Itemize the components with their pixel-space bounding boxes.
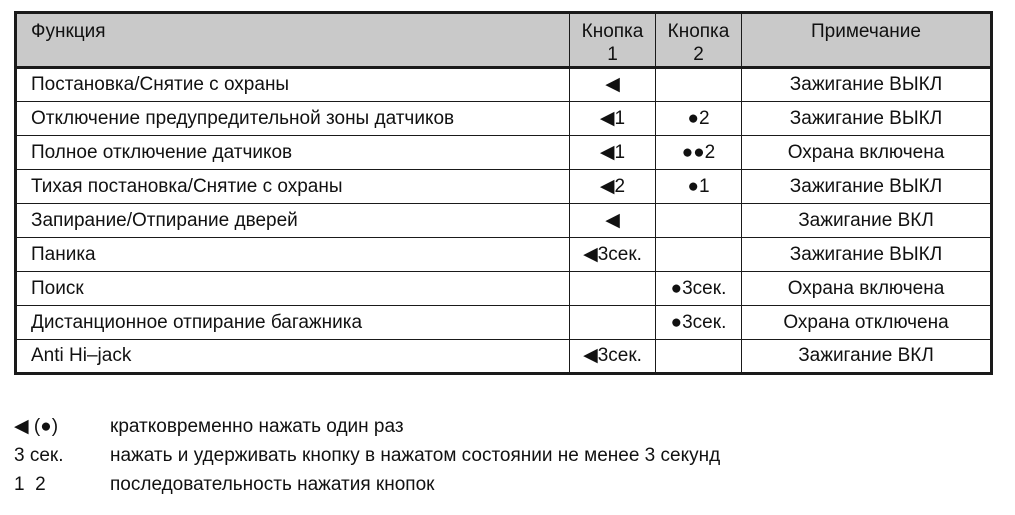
legend-text: кратковременно нажать один раз bbox=[110, 416, 404, 437]
row-function: Постановка/Снятие с охраны bbox=[16, 68, 570, 102]
legend bbox=[14, 412, 720, 499]
row-function: Поиск bbox=[16, 272, 570, 306]
legend-item bbox=[14, 412, 720, 441]
row-button-2 bbox=[656, 68, 742, 102]
row-button-1: ◀1 bbox=[570, 136, 656, 170]
row-button-2: ●2 bbox=[656, 102, 742, 136]
row-button-2: ●●2 bbox=[656, 136, 742, 170]
table-row bbox=[16, 204, 992, 238]
legend-key: 3 сек. bbox=[14, 445, 64, 466]
row-button-2: ●3сек. bbox=[656, 272, 742, 306]
row-note: Зажигание ВКЛ bbox=[742, 204, 992, 238]
table-row bbox=[16, 340, 992, 374]
row-function: Отключение предупредительной зоны датчиков bbox=[16, 102, 570, 136]
row-button-1: ◀ bbox=[570, 204, 656, 238]
table-body bbox=[16, 68, 992, 374]
legend-item bbox=[14, 441, 720, 470]
table-row bbox=[16, 238, 992, 272]
row-function: Паника bbox=[16, 238, 570, 272]
header-button-2-label: Кнопка bbox=[667, 21, 730, 42]
row-function: Anti Hi–jack bbox=[16, 340, 570, 374]
table-row bbox=[16, 68, 992, 102]
functions-table bbox=[14, 11, 993, 375]
header-note: Примечание bbox=[742, 13, 992, 68]
row-function: Запирание/Отпирание дверей bbox=[16, 204, 570, 238]
row-function: Тихая постановка/Снятие с охраны bbox=[16, 170, 570, 204]
row-button-2: ●1 bbox=[656, 170, 742, 204]
row-button-2 bbox=[656, 204, 742, 238]
row-note: Зажигание ВЫКЛ bbox=[742, 170, 992, 204]
header-button-2-number: 2 bbox=[693, 44, 704, 65]
table-header bbox=[16, 13, 992, 68]
row-note: Зажигание ВЫКЛ bbox=[742, 68, 992, 102]
legend-item bbox=[14, 470, 720, 499]
row-note: Зажигание ВЫКЛ bbox=[742, 238, 992, 272]
row-function: Полное отключение датчиков bbox=[16, 136, 570, 170]
header-function: Функция bbox=[16, 13, 570, 68]
table-row bbox=[16, 170, 992, 204]
table-row bbox=[16, 272, 992, 306]
legend-key: 1 2 bbox=[14, 474, 46, 495]
table-row bbox=[16, 136, 992, 170]
row-function: Дистанционное отпирание багажника bbox=[16, 306, 570, 340]
legend-text: последовательность нажатия кнопок bbox=[110, 474, 435, 495]
header-button-1-label: Кнопка bbox=[581, 21, 644, 42]
row-note: Охрана включена bbox=[742, 272, 992, 306]
table-row bbox=[16, 306, 992, 340]
row-button-2: ●3сек. bbox=[656, 306, 742, 340]
row-note: Охрана включена bbox=[742, 136, 992, 170]
row-button-1 bbox=[570, 306, 656, 340]
row-button-2 bbox=[656, 340, 742, 374]
row-note: Зажигание ВКЛ bbox=[742, 340, 992, 374]
header-button-1-number: 1 bbox=[607, 44, 618, 65]
legend-key: ◀ (●) bbox=[14, 416, 59, 437]
table-row bbox=[16, 102, 992, 136]
header-button-2 bbox=[656, 13, 742, 68]
row-button-1: ◀2 bbox=[570, 170, 656, 204]
row-button-1: ◀3сек. bbox=[570, 340, 656, 374]
row-button-1: ◀1 bbox=[570, 102, 656, 136]
row-button-1: ◀3сек. bbox=[570, 238, 656, 272]
header-button-1 bbox=[570, 13, 656, 68]
row-button-2 bbox=[656, 238, 742, 272]
row-button-1 bbox=[570, 272, 656, 306]
row-note: Охрана отключена bbox=[742, 306, 992, 340]
header-row bbox=[16, 13, 992, 68]
legend-text: нажать и удерживать кнопку в нажатом состоянии не менее 3 секунд bbox=[110, 445, 721, 466]
row-note: Зажигание ВЫКЛ bbox=[742, 102, 992, 136]
row-button-1: ◀ bbox=[570, 68, 656, 102]
